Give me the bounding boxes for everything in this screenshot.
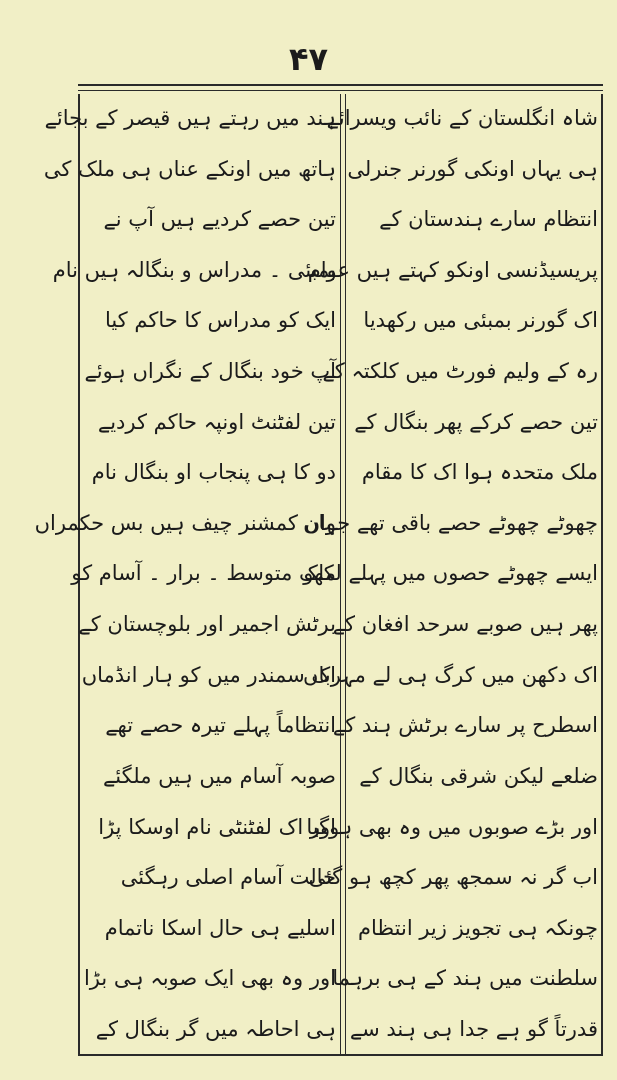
verse-line: ایسے چھوٹے حصوں میں پہلے لکھو: [303, 561, 598, 586]
verse-line: برٹش اجمیر اور بلوچستان کے: [78, 612, 336, 637]
verse-line: تین لفٹنٹ اونپہ حاکم کردیے: [97, 409, 336, 434]
verse-line: انتظام سارے ہندستان کے: [379, 207, 598, 232]
verse-line: ہی احاطہ میں گر بنگال کے: [95, 1016, 336, 1041]
verse-line: اب گر نہ سمجھ پھر کچھ ہو گئی: [308, 865, 598, 890]
verse-line: دو کا ہی پنجاب او بنگال نام: [91, 460, 336, 485]
verse-line: آپ خود بنگال کے نگراں ہوئے: [84, 359, 336, 384]
verse-line: اسطرح پر سارے برٹش ہند کے: [332, 713, 598, 738]
verse-line: اک سمندر میں کو ہار انڈماں: [81, 662, 336, 687]
verse-line: شاہ انگلستان کے نائب ویسرائے: [326, 106, 598, 130]
verse-line: اور وہ بھی ایک صوبہ ہی بڑا: [83, 966, 336, 991]
verse-line: اک دکھن میں کرگ ہی لے مہرباں: [303, 662, 598, 687]
verse-line: صوبہ آسام میں ہیں ملگئے: [103, 763, 336, 788]
verse-line: تین حصے کرکے پھر بنگال کے: [354, 409, 598, 434]
left-column: [34, 96, 336, 1051]
verse-line: چونکہ ہی تجویز زیر انتظام: [358, 915, 598, 940]
verse-line: ہند میں رہتے ہیں قیصر کے بجائے: [44, 106, 336, 130]
verse-line: پھر ہیں صوبے سرحد افغان کے: [332, 612, 598, 637]
verse-line: قدرتاً گو ہے جدا ہی ہند سے: [349, 1016, 598, 1041]
verse-line: اسلیے ہی حال اسکا ناتمام: [104, 915, 336, 940]
top-rule-thin: [78, 90, 603, 91]
verse-line: اور بڑے صوبوں میں وہ بھی ہوگیا: [306, 814, 598, 839]
verse-line: انتظاماً پہلے تیرہ حصے تھے: [105, 713, 336, 738]
verse-line: حالت آسام اصلی رہگئی: [120, 865, 336, 890]
verse-line: تین حصے کردیے ہیں آپ نے: [103, 207, 336, 232]
verse-line: سلطنت میں ہند کے ہی برہما: [332, 966, 598, 991]
page-number: ۴۷: [288, 40, 329, 78]
verse-line: ملک متوسط ۔ برار ۔ آسام کو: [71, 561, 336, 586]
verse-line: پریسیڈنسی اونکو کہتے ہیں عوام: [307, 257, 598, 282]
right-column: [303, 96, 598, 1051]
verse-line: بمبئی ۔ مدراس و بنگالہ ہیں نام: [52, 257, 336, 282]
verse-line: اک گورنر بمبئی میں رکھدیا: [363, 308, 598, 333]
top-rule: [78, 84, 603, 86]
verse-line: ایک کو مدراس کا حاکم کیا: [104, 308, 336, 333]
verse-line: ہی یہاں اونکی گورنر جنرلی: [347, 156, 598, 181]
verse-line: ملک متحدہ ہوا اک کا مقام: [361, 460, 598, 485]
verse-line: چھوٹے چھوٹے حصے باقی تھے جہاں: [303, 510, 598, 535]
verse-line: ہاتھ میں اونکے عناں ہی ملک کی: [43, 156, 336, 181]
verse-line: رہ کے ولیم فورٹ میں کلکتہ کے: [322, 359, 598, 384]
verse-line: وان کمشنر چیف ہیں بس حکمراں: [34, 510, 336, 535]
verse-line: ضلعے لیکن شرقی بنگال کے: [359, 763, 598, 788]
verse-line: اور اک لفٹنٹی نام اوسکا پڑا: [98, 814, 336, 839]
